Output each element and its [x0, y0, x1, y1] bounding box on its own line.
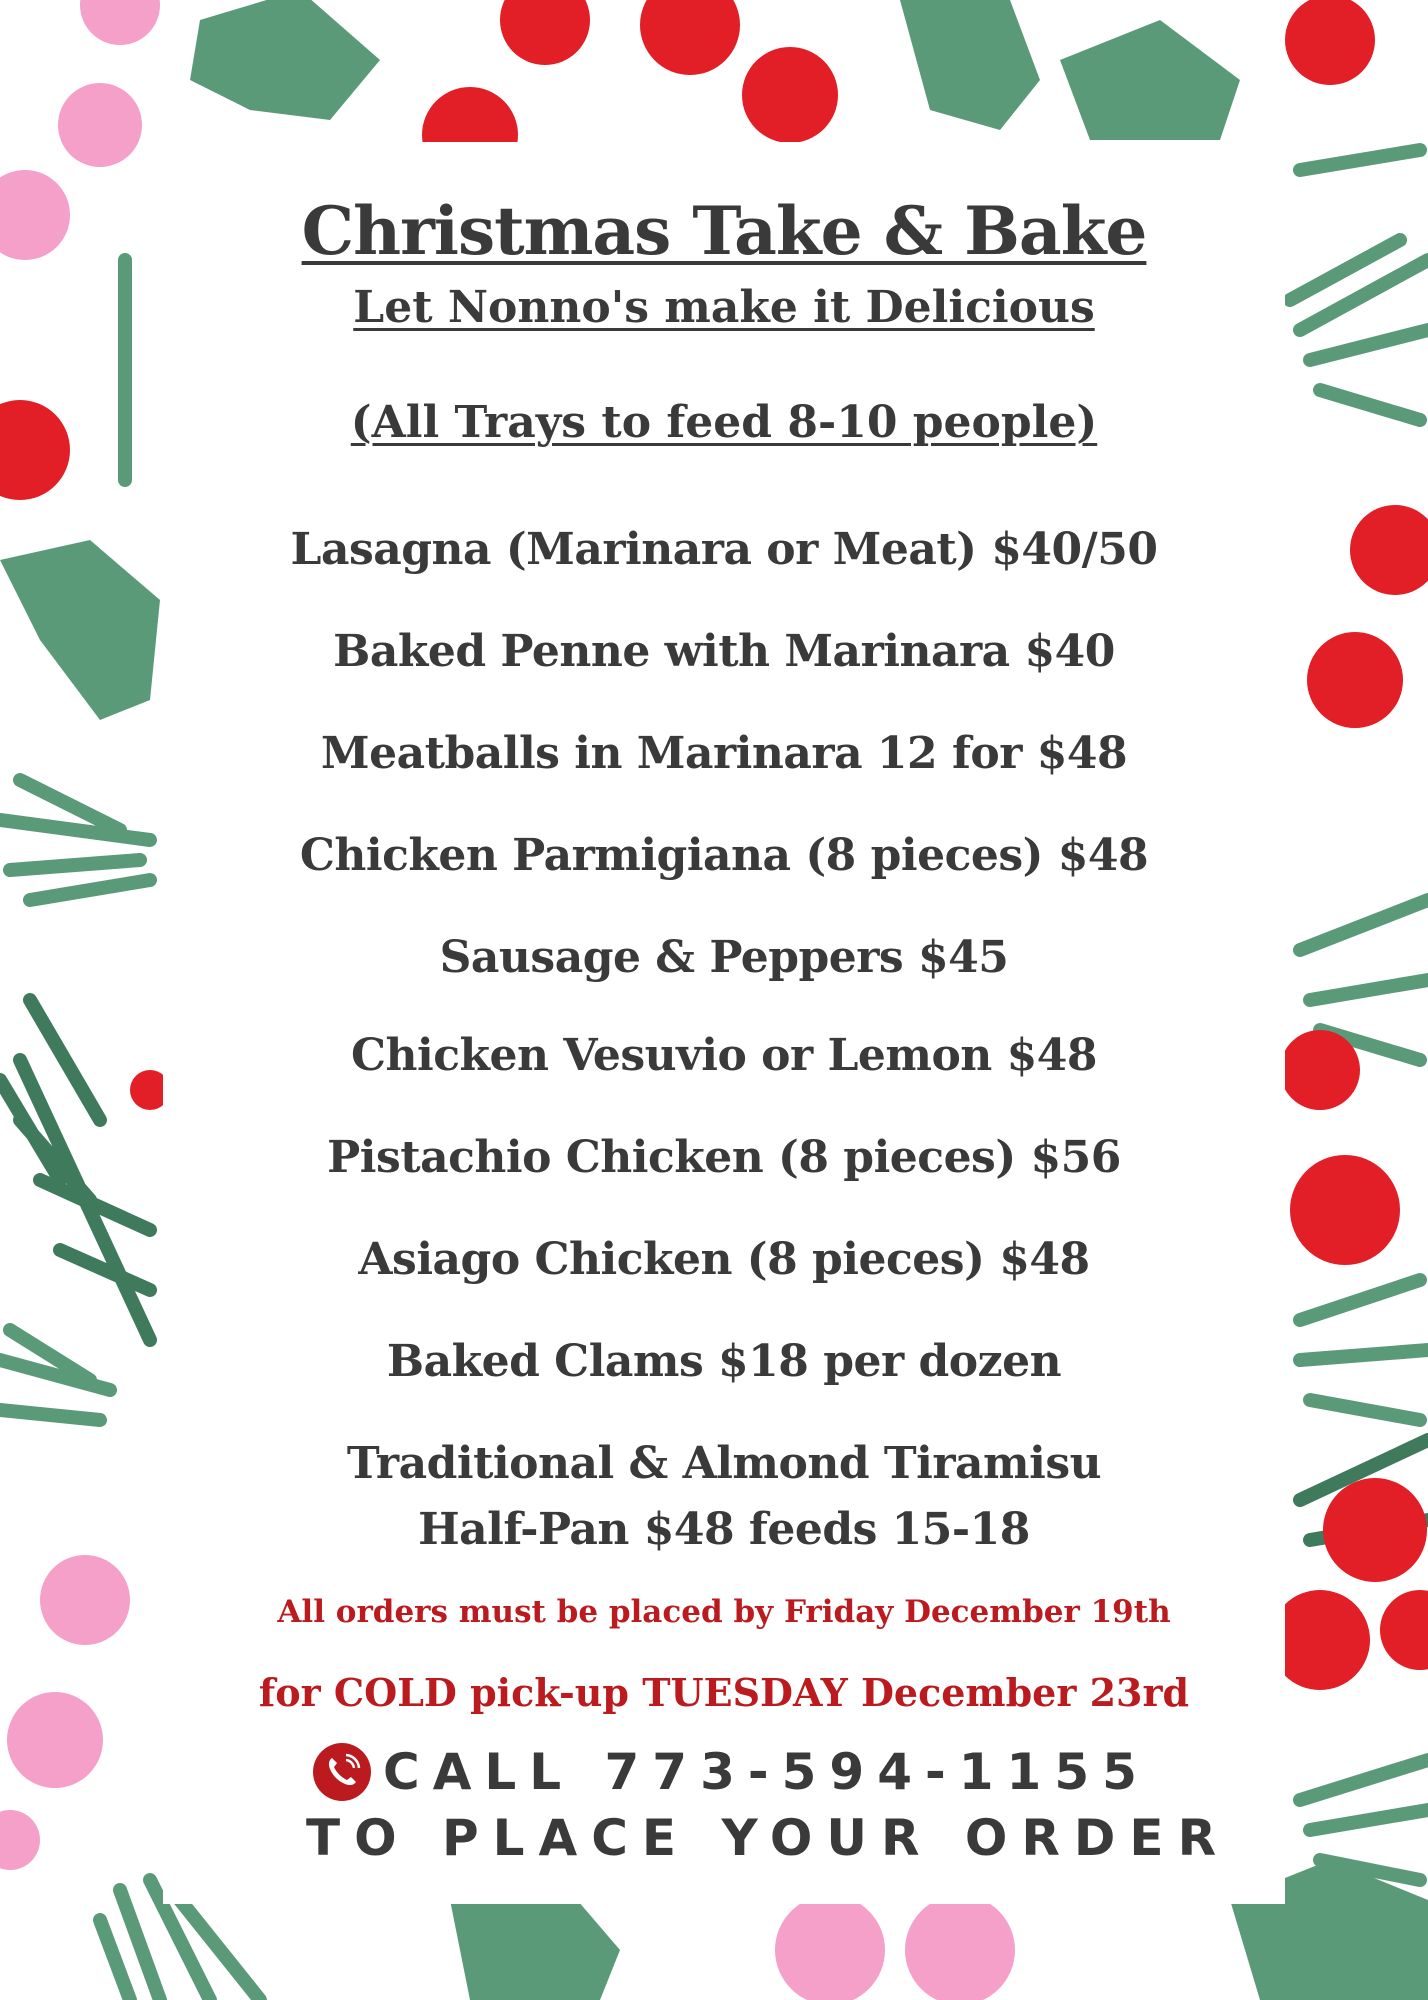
- menu-item: Chicken Vesuvio or Lemon $48: [351, 1030, 1097, 1081]
- call-phone-text: CALL 773-594-1155: [383, 1743, 1150, 1801]
- red-berry: [1380, 1590, 1428, 1670]
- menu-item: Half-Pan $48 feeds 15-18: [418, 1504, 1030, 1555]
- menu-item: Meatballs in Marinara 12 for $48: [320, 728, 1128, 779]
- menu-item: Pistachio Chicken (8 pieces) $56: [327, 1132, 1121, 1183]
- menu-item: Baked Clams $18 per dozen: [386, 1336, 1062, 1387]
- pine-branch: [1300, 1760, 1428, 1880]
- menu-card: [163, 142, 1285, 1904]
- pink-berry: [7, 1692, 103, 1788]
- red-berry: [1270, 1590, 1370, 1690]
- pine-branch: [0, 1330, 110, 1420]
- pine-branch: [1300, 150, 1420, 170]
- red-berry: [1280, 1030, 1360, 1110]
- menu-item: Traditional & Almond Tiramisu: [346, 1438, 1102, 1489]
- pink-berry: [775, 1895, 885, 2000]
- red-berry: [0, 400, 70, 500]
- pink-berry: [0, 170, 70, 260]
- pickup-info: for COLD pick-up TUESDAY December 23rd: [258, 1670, 1190, 1715]
- phone-icon: [313, 1743, 371, 1801]
- pink-berry: [58, 83, 142, 167]
- flyer-title: Christmas Take & Bake: [301, 192, 1147, 270]
- red-berry: [640, 0, 740, 75]
- red-berry: [1323, 1478, 1427, 1582]
- red-berry: [1307, 632, 1403, 728]
- pine-branch: [0, 1000, 150, 1340]
- pink-berry: [905, 1895, 1015, 2000]
- pink-berry: [0, 1810, 40, 1870]
- pine-branch: [0, 780, 150, 900]
- menu-item: Sausage & Peppers $45: [439, 932, 1009, 983]
- tray-size-note: (All Trays to feed 8-10 people): [350, 397, 1098, 448]
- red-berry: [742, 47, 838, 143]
- flyer-subtitle: Let Nonno's make it Delicious: [353, 282, 1095, 333]
- red-berry: [1350, 505, 1428, 595]
- holly-leaf: [1060, 20, 1240, 140]
- holly-leaf: [0, 540, 160, 720]
- holly-leaf: [190, 0, 380, 120]
- call-row: [313, 1742, 1150, 1802]
- pink-berry: [40, 1555, 130, 1645]
- menu-item: Asiago Chicken (8 pieces) $48: [358, 1234, 1090, 1285]
- menu-item: Chicken Parmigiana (8 pieces) $48: [299, 830, 1149, 881]
- pine-branch: [1300, 1280, 1428, 1420]
- menu-item: Lasagna (Marinara or Meat) $40/50: [290, 524, 1158, 575]
- pink-berry: [80, 0, 160, 45]
- pine-branch: [1290, 240, 1428, 420]
- red-berry: [500, 0, 590, 65]
- place-order-text: TO PLACE YOUR ORDER: [306, 1809, 1231, 1867]
- red-berry: [1285, 0, 1375, 85]
- holly-leaf: [900, 0, 1040, 130]
- red-berry: [1290, 1155, 1400, 1265]
- order-deadline: All orders must be placed by Friday December 19th: [277, 1594, 1171, 1630]
- menu-item: Baked Penne with Marinara $40: [333, 626, 1115, 677]
